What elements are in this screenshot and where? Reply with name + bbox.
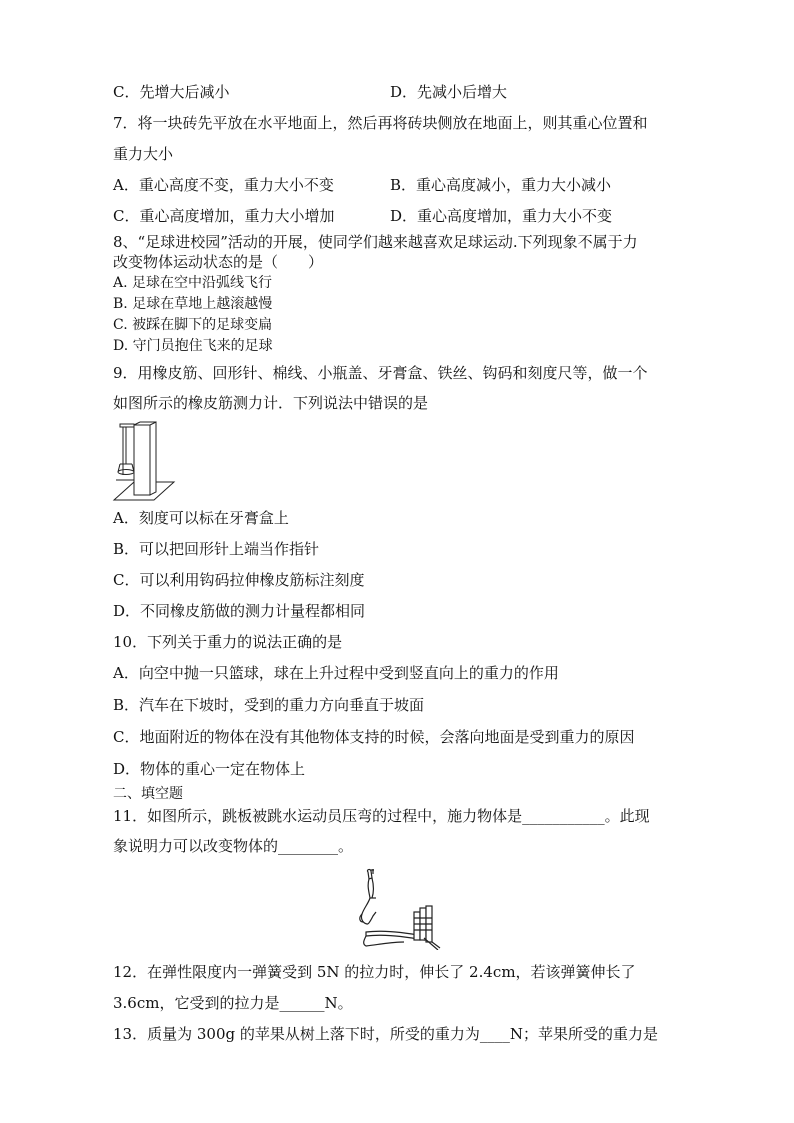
q12-stem-line2: 3.6cm，它受到的拉力是______N。 bbox=[113, 994, 353, 1012]
q8-option-b: B. 足球在草地上越滚越慢 bbox=[113, 296, 273, 312]
q9-stem-line2: 如图所示的橡皮筋测力计．下列说法中错误的是 bbox=[113, 394, 429, 412]
q9-option-c: C．可以利用钩码拉伸橡皮筋标注刻度 bbox=[113, 571, 365, 589]
rubber-band-force-meter-figure bbox=[112, 420, 176, 502]
q7-option-d: D．重心高度增加，重力大小不变 bbox=[390, 207, 613, 225]
q7-option-c: C．重心高度增加，重力大小增加 bbox=[113, 207, 335, 225]
q10-option-d: D．物体的重心一定在物体上 bbox=[113, 760, 306, 778]
q10-option-b: B．汽车在下坡时，受到的重力方向垂直于坡面 bbox=[113, 696, 425, 714]
q6-option-d: D．先减小后增大 bbox=[390, 83, 508, 101]
q6-option-c: C．先增大后减小 bbox=[113, 83, 230, 101]
q11-stem-line2: 象说明力可以改变物体的________。 bbox=[113, 837, 354, 855]
q8-stem-line1: 8、“足球进校园”活动的开展，使同学们越来越喜欢足球运动.下列现象不属于力 bbox=[113, 233, 638, 251]
q7-option-b: B．重心高度减小，重力大小减小 bbox=[390, 176, 612, 194]
q9-stem-line1: 9．用橡皮筋、回形针、棉线、小瓶盖、牙膏盒、铁丝、钩码和刻度尺等，做一个 bbox=[113, 364, 648, 382]
section-fill-in-blank-heading: 二、填空题 bbox=[113, 786, 183, 802]
q9-option-b: B．可以把回形针上端当作指针 bbox=[113, 540, 320, 558]
q10-stem: 10．下列关于重力的说法正确的是 bbox=[113, 633, 343, 651]
q10-option-a: A．向空中抛一只篮球，球在上升过程中受到竖直向上的重力的作用 bbox=[113, 664, 559, 682]
q8-option-a: A. 足球在空中沿弧线飞行 bbox=[113, 275, 273, 291]
q13-stem-line1: 13．质量为 300g 的苹果从树上落下时，所受的重力为____N；苹果所受的重力是 bbox=[113, 1025, 658, 1043]
q8-stem-line2: 改变物体运动状态的是（ ） bbox=[113, 253, 324, 271]
q9-option-a: A．刻度可以标在牙膏盒上 bbox=[113, 509, 289, 527]
q9-option-d: D．不同橡皮筋做的测力计量程都相同 bbox=[113, 602, 366, 620]
q11-stem-line1: 11．如图所示，跳板被跳水运动员压弯的过程中，施力物体是___________。此现 bbox=[113, 807, 650, 825]
q7-option-a: A．重心高度不变，重力大小不变 bbox=[113, 176, 334, 194]
q10-option-c: C．地面附近的物体在没有其他物体支持的时候，会落向地面是受到重力的原因 bbox=[113, 728, 635, 746]
q12-stem-line1: 12．在弹性限度内一弹簧受到 5N 的拉力时，伸长了 2.4cm，若该弹簧伸长了 bbox=[113, 963, 636, 981]
diving-board-figure bbox=[352, 866, 444, 950]
q7-stem-line1: 7．将一块砖先平放在水平地面上，然后再将砖块侧放在地面上，则其重心位置和 bbox=[113, 114, 648, 132]
q8-option-d: D. 守门员抱住飞来的足球 bbox=[113, 338, 273, 354]
q7-stem-line2: 重力大小 bbox=[113, 145, 174, 163]
q8-option-c: C. 被踩在脚下的足球变扁 bbox=[113, 317, 273, 333]
